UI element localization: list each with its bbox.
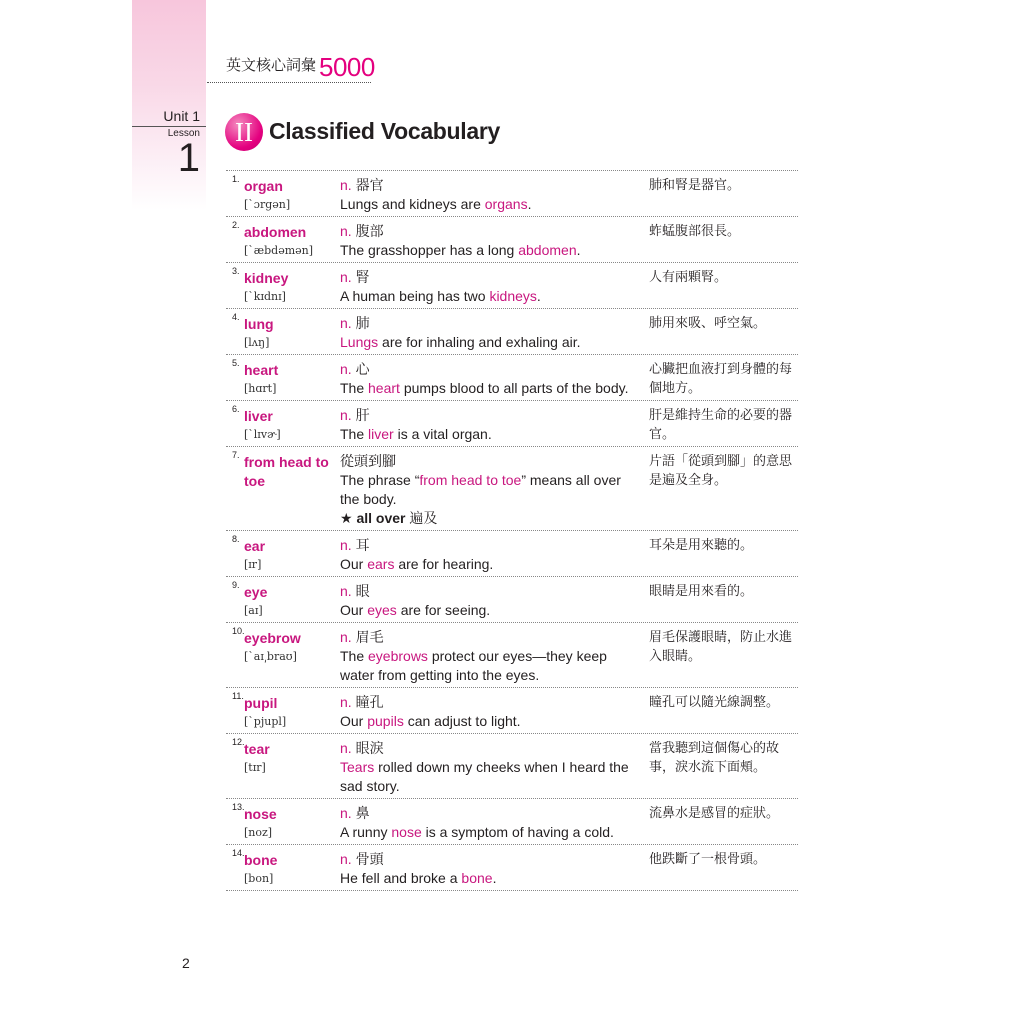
entry-meaning: 腎 xyxy=(355,269,370,285)
entry-word: tear xyxy=(244,741,270,757)
example-keyword: nose xyxy=(391,824,422,840)
entry-definition xyxy=(340,739,642,758)
entry-meaning: 骨頭 xyxy=(355,851,384,867)
entry-translation: 人有兩顆腎。 xyxy=(649,270,728,285)
entry-definition xyxy=(340,360,642,379)
example-sentence xyxy=(340,379,642,398)
part-of-speech: n. xyxy=(340,407,352,423)
example-text: are for hearing. xyxy=(394,556,494,572)
example-sentence xyxy=(340,333,642,352)
entry-definition-column xyxy=(340,222,642,260)
entry-definition xyxy=(340,582,642,601)
example-sentence xyxy=(340,601,642,620)
example-keyword: from head to toe xyxy=(419,472,522,488)
entry-definition-column xyxy=(340,739,642,796)
entry-definition-column xyxy=(340,804,642,842)
example-text: The xyxy=(340,426,369,442)
example-text: The phrase “ xyxy=(340,472,420,488)
vocab-entry xyxy=(226,531,798,577)
vocab-entry xyxy=(226,309,798,355)
vocab-entry xyxy=(226,263,798,309)
page-number: 2 xyxy=(182,955,190,971)
entry-phonetic: [ˋkɪdnɪ] xyxy=(244,290,286,303)
entry-definition-column xyxy=(340,693,642,731)
entry-phonetic: [lʌŋ] xyxy=(244,336,270,349)
entry-word-column xyxy=(244,583,336,619)
example-sentence xyxy=(340,471,642,509)
entry-definition xyxy=(340,268,642,287)
entry-number: 6. xyxy=(232,404,240,414)
example-text: pumps blood to all parts of the body. xyxy=(399,380,629,396)
entry-word-column xyxy=(244,805,336,841)
entry-meaning: 肺 xyxy=(355,315,370,331)
part-of-speech: n. xyxy=(340,583,352,599)
entry-word: liver xyxy=(244,408,273,424)
entry-meaning: 眼淚 xyxy=(355,740,384,756)
vocab-entry xyxy=(226,688,798,734)
example-text: ” means all over the body. xyxy=(340,472,621,507)
vocabulary-list xyxy=(226,170,798,891)
example-sentence xyxy=(340,823,642,842)
entry-definition xyxy=(340,850,642,869)
vocab-entry xyxy=(226,171,798,217)
entry-word: eye xyxy=(244,584,268,600)
vocab-entry xyxy=(226,217,798,263)
entry-translation: 眼睛是用來看的。 xyxy=(649,584,754,599)
entry-definition-column xyxy=(340,582,642,620)
entry-word-column xyxy=(244,177,336,213)
example-keyword: heart xyxy=(368,380,400,396)
entry-definition-column xyxy=(340,314,642,352)
entry-word-column xyxy=(244,629,336,665)
vocab-entry xyxy=(226,734,798,799)
entry-definition-column xyxy=(340,406,642,444)
entry-word: lung xyxy=(244,316,274,332)
entry-definition xyxy=(340,536,642,555)
part-of-speech: n. xyxy=(340,740,352,756)
note-meaning: 遍及 xyxy=(409,510,438,526)
example-text: Our xyxy=(340,713,368,729)
entry-definition-column xyxy=(340,628,642,685)
entry-phonetic: [ˋaɪ͵braʊ] xyxy=(244,650,297,663)
part-of-speech: n. xyxy=(340,223,352,239)
entry-word-column xyxy=(244,269,336,305)
entry-meaning: 眼 xyxy=(355,583,370,599)
part-of-speech: n. xyxy=(340,269,352,285)
entry-word-column xyxy=(244,453,336,491)
entry-translation: 心臟把血液打到身體的每個地方。 xyxy=(649,362,793,396)
vocab-entry xyxy=(226,845,798,891)
example-keyword: organs xyxy=(484,196,528,212)
entry-number: 10. xyxy=(232,626,245,636)
entry-number: 11. xyxy=(232,691,244,701)
entry-phonetic: [noz] xyxy=(244,826,273,839)
entry-definition xyxy=(340,452,642,471)
entry-number: 3. xyxy=(232,266,240,276)
note-phrase: all over xyxy=(356,510,406,526)
entry-phonetic: [bon] xyxy=(244,872,274,885)
example-text: The grasshopper has a long xyxy=(340,242,519,258)
example-text: is a vital organ. xyxy=(393,426,492,442)
entry-number: 1. xyxy=(232,174,240,184)
entry-number: 2. xyxy=(232,220,240,230)
vocab-entry xyxy=(226,577,798,623)
book-title: 英文核心詞彙 xyxy=(226,56,317,74)
entry-translation: 瞳孔可以隨光線調整。 xyxy=(649,695,780,710)
entry-meaning: 從頭到腳 xyxy=(340,453,396,469)
entry-number: 8. xyxy=(232,534,240,544)
example-text: Our xyxy=(340,556,368,572)
entry-word: from head to toe xyxy=(244,454,329,489)
entry-phonetic: [ˋlɪvɚ] xyxy=(244,428,281,441)
usage-note xyxy=(340,509,642,528)
example-sentence xyxy=(340,869,642,888)
entry-word-column xyxy=(244,537,336,573)
entry-number: 7. xyxy=(232,450,240,460)
entry-translation: 肺用來吸、呼空氣。 xyxy=(649,316,767,331)
entry-meaning: 鼻 xyxy=(355,805,370,821)
vocab-entry xyxy=(226,401,798,447)
section-numeral-badge: II xyxy=(225,113,263,151)
entry-translation: 蚱蜢腹部很長。 xyxy=(649,224,741,239)
example-sentence xyxy=(340,241,642,260)
entry-word: bone xyxy=(244,852,278,868)
example-keyword: kidneys xyxy=(489,288,537,304)
example-sentence xyxy=(340,425,642,444)
example-keyword: bone xyxy=(461,870,493,886)
example-text: rolled down my cheeks when I heard the sad story. xyxy=(340,759,629,794)
entry-word: ear xyxy=(244,538,266,554)
example-text: Lungs and kidneys are xyxy=(340,196,485,212)
book-title-number: 5000 xyxy=(319,52,375,82)
example-keyword: Tears xyxy=(340,759,375,775)
entry-number: 14. xyxy=(232,848,245,858)
example-keyword: Lungs xyxy=(340,334,379,350)
example-text: protect our eyes—they keep water from getting into the eyes. xyxy=(340,648,607,683)
example-keyword: eyebrows xyxy=(368,648,428,664)
entry-word: nose xyxy=(244,806,277,822)
entry-word-column xyxy=(244,407,336,443)
example-text: A human being has two xyxy=(340,288,490,304)
part-of-speech: n. xyxy=(340,851,352,867)
entry-definition-column xyxy=(340,452,642,528)
entry-phonetic: [hɑrt] xyxy=(244,382,277,395)
example-sentence xyxy=(340,195,642,214)
example-text: . xyxy=(536,288,541,304)
entry-definition-column xyxy=(340,360,642,398)
entry-word-column xyxy=(244,361,336,397)
entry-definition xyxy=(340,314,642,333)
example-text: A runny xyxy=(340,824,392,840)
entry-word: organ xyxy=(244,178,283,194)
entry-definition xyxy=(340,628,642,647)
entry-phonetic: [ˋæbdəmən] xyxy=(244,244,314,257)
entry-meaning: 肝 xyxy=(355,407,370,423)
example-sentence xyxy=(340,287,642,306)
entry-word: kidney xyxy=(244,270,289,286)
entry-translation: 他跌斷了一根骨頭。 xyxy=(649,852,767,867)
example-sentence xyxy=(340,647,642,685)
example-sentence xyxy=(340,555,642,574)
entry-translation: 耳朵是用來聽的。 xyxy=(649,538,754,553)
example-text: The xyxy=(340,380,369,396)
entry-translation: 肝是維持生命的必要的器官。 xyxy=(649,408,793,442)
part-of-speech: n. xyxy=(340,805,352,821)
vocab-entry xyxy=(226,355,798,401)
part-of-speech: n. xyxy=(340,361,352,377)
vocab-entry xyxy=(226,447,798,531)
entry-definition xyxy=(340,222,642,241)
example-text: are for inhaling and exhaling air. xyxy=(378,334,581,350)
example-sentence xyxy=(340,712,642,731)
example-keyword: ears xyxy=(367,556,395,572)
example-keyword: pupils xyxy=(367,713,404,729)
example-text: . xyxy=(492,870,497,886)
entry-meaning: 耳 xyxy=(355,537,370,553)
entry-definition xyxy=(340,693,642,712)
example-keyword: liver xyxy=(368,426,394,442)
part-of-speech: n. xyxy=(340,694,352,710)
entry-translation: 當我聽到這個傷心的故事，淚水流下面頰。 xyxy=(649,741,780,775)
entry-translation: 眉毛保護眼睛，防止水進入眼睛。 xyxy=(649,630,793,664)
entry-definition-column xyxy=(340,176,642,214)
example-text: . xyxy=(576,242,581,258)
entry-translation: 流鼻水是感冒的症狀。 xyxy=(649,806,780,821)
entry-definition-column xyxy=(340,850,642,888)
vocab-entry xyxy=(226,623,798,688)
entry-meaning: 器官 xyxy=(355,177,384,193)
part-of-speech: n. xyxy=(340,537,352,553)
entry-definition-column xyxy=(340,536,642,574)
entry-word: heart xyxy=(244,362,279,378)
example-text: can adjust to light. xyxy=(403,713,521,729)
example-text: are for seeing. xyxy=(396,602,491,618)
entry-definition xyxy=(340,804,642,823)
unit-label: Unit 1 xyxy=(163,108,200,124)
entry-translation: 片語「從頭到腳」的意思是遍及全身。 xyxy=(649,454,793,488)
entry-phonetic: [aɪ] xyxy=(244,604,263,617)
entry-phonetic: [ˋpjupl] xyxy=(244,715,287,728)
example-sentence xyxy=(340,758,642,796)
entry-word-column xyxy=(244,223,336,259)
entry-meaning: 心 xyxy=(355,361,370,377)
entry-phonetic: [ɪr] xyxy=(244,558,262,571)
entry-number: 12. xyxy=(232,737,245,747)
example-keyword: eyes xyxy=(367,602,397,618)
section-title: Classified Vocabulary xyxy=(269,118,501,144)
example-text: He fell and broke a xyxy=(340,870,462,886)
entry-definition xyxy=(340,176,642,195)
entry-meaning: 腹部 xyxy=(355,223,384,239)
entry-word-column xyxy=(244,851,336,887)
entry-number: 13. xyxy=(232,802,245,812)
example-keyword: abdomen xyxy=(518,242,577,258)
entry-number: 5. xyxy=(232,358,240,368)
entry-phonetic: [ˋɔrgən] xyxy=(244,198,291,211)
entry-phonetic: [tɪr] xyxy=(244,761,266,774)
example-text: The xyxy=(340,648,369,664)
entry-word: eyebrow xyxy=(244,630,301,646)
entry-word-column xyxy=(244,315,336,351)
entry-meaning: 瞳孔 xyxy=(355,694,384,710)
entry-word-column xyxy=(244,694,336,730)
part-of-speech: n. xyxy=(340,315,352,331)
entry-number: 4. xyxy=(232,312,240,322)
example-text: . xyxy=(527,196,532,212)
lesson-label: Lesson xyxy=(167,128,200,139)
star-icon: ★ xyxy=(340,510,353,526)
entry-meaning: 眉毛 xyxy=(355,629,384,645)
entry-definition xyxy=(340,406,642,425)
entry-word: abdomen xyxy=(244,224,307,240)
header-divider xyxy=(207,82,371,83)
entry-word: pupil xyxy=(244,695,278,711)
unit-divider xyxy=(132,126,206,127)
entry-definition-column xyxy=(340,268,642,306)
entry-word-column xyxy=(244,740,336,776)
entry-number: 9. xyxy=(232,580,240,590)
entry-translation: 肺和腎是器官。 xyxy=(649,178,741,193)
example-text: Our xyxy=(340,602,368,618)
example-text: is a symptom of having a cold. xyxy=(421,824,614,840)
part-of-speech: n. xyxy=(340,177,352,193)
vocab-entry xyxy=(226,799,798,845)
lesson-number: 1 xyxy=(177,136,200,180)
part-of-speech: n. xyxy=(340,629,352,645)
